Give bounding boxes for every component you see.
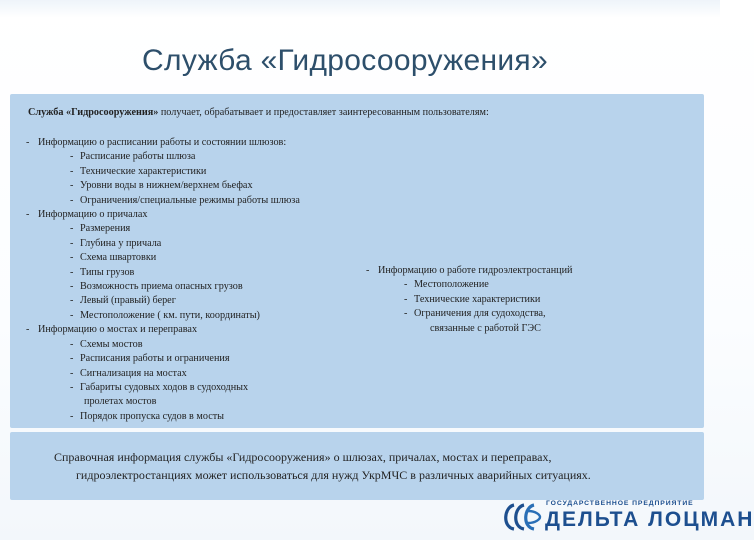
left-list-text: пролетах мостов bbox=[84, 396, 157, 408]
bullet-dash: - bbox=[70, 266, 74, 278]
left-list-heading bbox=[26, 323, 300, 337]
bullet-dash: - bbox=[70, 353, 74, 365]
right-list-text: связанные с работой ГЭС bbox=[430, 322, 541, 334]
bullet-dash: - bbox=[70, 252, 74, 264]
summary-panel bbox=[10, 432, 704, 500]
left-list-item bbox=[26, 338, 300, 352]
left-list-heading bbox=[26, 136, 300, 150]
left-list-item bbox=[26, 381, 300, 395]
left-list-heading bbox=[26, 208, 300, 222]
logo-subtitle: ГОСУДАРСТВЕННОЕ ПРЕДПРИЯТИЕ bbox=[546, 500, 694, 507]
left-list-item bbox=[26, 179, 300, 193]
intro-bold: Служба «Гидросооружения» bbox=[28, 107, 159, 118]
right-list-heading bbox=[366, 264, 573, 278]
right-info-list bbox=[366, 264, 573, 336]
left-list-text: Схема швартовки bbox=[80, 252, 157, 264]
left-list-text: Информацию о причалах bbox=[38, 209, 148, 221]
top-band bbox=[0, 0, 720, 18]
summary-line-1: Справочная информация службы «Гидросооружения» о шлюзах, причалах, мостах и переправах, bbox=[54, 450, 552, 464]
bullet-dash: - bbox=[70, 165, 74, 177]
right-list-text: Местоположение bbox=[414, 279, 489, 291]
left-list-text: Местоположение ( км. пути, координаты) bbox=[80, 309, 260, 321]
bullet-dash: - bbox=[70, 223, 74, 235]
left-list-text: Ограничения/специальные режимы работы шлюза bbox=[80, 194, 300, 206]
bullet-dash: - bbox=[70, 367, 74, 379]
left-list-item bbox=[26, 237, 300, 251]
left-list-text: Глубина у причала bbox=[80, 237, 162, 249]
left-info-list bbox=[26, 136, 300, 424]
bullet-dash: - bbox=[366, 265, 370, 276]
bullet-dash: - bbox=[70, 309, 74, 321]
bullet-dash: - bbox=[70, 194, 74, 206]
left-list-item bbox=[26, 222, 300, 236]
bullet-dash: - bbox=[404, 308, 408, 320]
right-list-item bbox=[366, 293, 573, 307]
left-list-text: Схемы мостов bbox=[80, 338, 143, 350]
company-logo bbox=[500, 500, 754, 534]
left-list-text: Возможность приема опасных грузов bbox=[80, 281, 243, 293]
bullet-dash: - bbox=[26, 209, 30, 221]
left-list-text: Расписание работы шлюза bbox=[80, 151, 196, 163]
left-list-item bbox=[26, 251, 300, 265]
left-list-item bbox=[26, 280, 300, 294]
left-list-text: Размерения bbox=[80, 223, 131, 235]
left-list-item bbox=[26, 410, 300, 424]
intro-text bbox=[28, 107, 489, 118]
left-list-item bbox=[26, 165, 300, 179]
right-list-text: Ограничения для судоходства, bbox=[414, 308, 546, 320]
bullet-dash: - bbox=[70, 180, 74, 192]
left-list-item bbox=[26, 150, 300, 164]
left-list-text: Левый (правый) берег bbox=[80, 295, 176, 307]
right-list-item bbox=[366, 307, 573, 321]
left-list-item bbox=[26, 194, 300, 208]
left-list-text: Типы грузов bbox=[80, 266, 135, 278]
bullet-dash: - bbox=[70, 410, 74, 422]
slide-title: Служба «Гидросооружения» bbox=[142, 44, 548, 77]
left-list-text: Расписания работы и ограничения bbox=[80, 353, 230, 365]
left-list-text: Сигнализация на мостах bbox=[80, 367, 187, 379]
bullet-dash: - bbox=[70, 237, 74, 249]
left-list-text: Уровни воды в нижнем/верхнем бьефах bbox=[80, 180, 253, 192]
left-list-item bbox=[26, 352, 300, 366]
left-list-text: Технические характеристики bbox=[80, 165, 207, 177]
left-list-item bbox=[26, 367, 300, 381]
left-list-item bbox=[26, 266, 300, 280]
left-list-text: Габариты судовых ходов в судоходных bbox=[80, 381, 249, 393]
bullet-dash: - bbox=[26, 324, 30, 336]
right-list-item bbox=[366, 278, 573, 292]
bullet-dash: - bbox=[70, 338, 74, 350]
right-list-text: Информацию о работе гидроэлектростанций bbox=[378, 265, 573, 276]
left-list-text: Информацию о расписании работы и состоянии шлюзов: bbox=[38, 137, 287, 148]
left-list-text: Информацию о мостах и переправах bbox=[38, 324, 198, 336]
left-list-text: Порядок пропуска судов в мосты bbox=[80, 410, 225, 422]
summary-line-2: гидроэлектростанциях может использоваться для нужд УкрМЧС в различных аварийных ситуациях. bbox=[76, 468, 591, 482]
bullet-dash: - bbox=[70, 281, 74, 293]
bullet-dash: - bbox=[70, 151, 74, 163]
bullet-dash: - bbox=[404, 293, 408, 305]
bullet-dash: - bbox=[404, 279, 408, 291]
left-list-item bbox=[26, 309, 300, 323]
bullet-dash: - bbox=[70, 381, 74, 393]
info-panel bbox=[10, 94, 704, 428]
intro-rest: получает, обрабатывает и предоставляет заинтересованным пользователям: bbox=[158, 107, 489, 118]
bullet-dash: - bbox=[70, 295, 74, 307]
delta-wave-icon bbox=[500, 502, 544, 532]
left-list-item bbox=[26, 294, 300, 308]
right-list-continuation bbox=[366, 322, 573, 336]
right-list-text: Технические характеристики bbox=[414, 293, 541, 305]
logo-name: ДЕЛЬТА ЛОЦМАН bbox=[545, 508, 754, 531]
bullet-dash: - bbox=[26, 137, 30, 148]
left-list-continuation bbox=[26, 395, 300, 409]
